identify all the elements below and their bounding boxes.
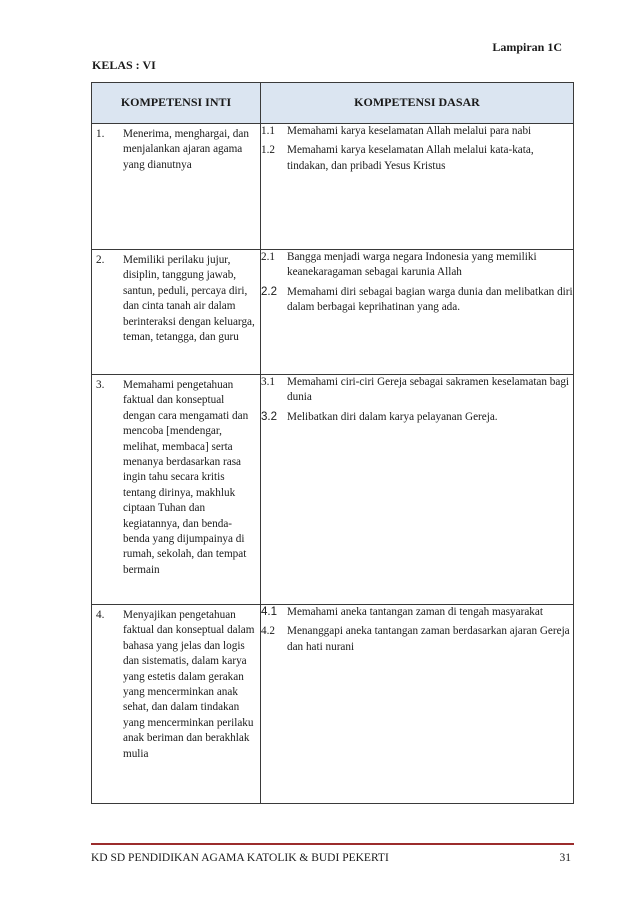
competency-table [91,82,574,804]
kd-item [261,143,573,174]
table-row [92,124,574,250]
kd-number: 3.1 [261,376,275,388]
kd-text: Memahami karya keselamatan Allah melalui kata-kata, tindakan, dan pribadi Yesus Kristus [287,144,534,172]
kd-item [261,624,573,655]
ki-cell [92,124,261,250]
page-number: 31 [559,852,571,864]
kd-text: Memahami ciri-ciri Gereja sebagai sakramen keselamatan bagi dunia [287,376,570,404]
ki-number: 3. [96,379,105,391]
kd-item [261,375,573,406]
ki-text: Menerima, menghargai, dan menjalankan ajaran agama yang dianutnya [123,128,249,171]
kd-number: 4.2 [261,625,275,638]
lampiran-label: Lampiran 1C [492,40,562,54]
ki-number: 4. [96,609,105,621]
ki-text: Memiliki perilaku jujur, disiplin, tanggung jawab, santun, peduli, percaya diri, dan cinta tanah air dalam berinteraksi dengan keluarga, teman, tetangga, dan guru [123,254,255,344]
kd-number: 1.2 [261,144,275,157]
kd-number: 4.1 [261,606,277,618]
footer-title: KD SD PENDIDIKAN AGAMA KATOLIK & BUDI PEKERTI [91,852,389,864]
kd-cell [261,375,574,605]
ki-cell [92,375,261,605]
kd-text: Menanggapi aneka tantangan zaman berdasarkan ajaran Gereja dan hati nurani [287,625,570,653]
ki-text: Memahami pengetahuan faktual dan konseptual dengan cara mengamati dan mencoba [mendengar, melihat, membaca] serta menanya berdasarkan rasa ingin tahu secara kritis tentang dirinya, makhluk ciptaan Tuhan dan kegiatannya, dan benda-benda yang dijumpainya di rumah, sekolah, dan tempat bermain [123,379,249,576]
ki-number: 1. [96,128,105,140]
kd-item [261,410,573,425]
table-row [92,605,574,804]
kd-number: 2.1 [261,251,275,263]
kelas-label: KELAS : VI [92,58,156,72]
footer-divider [91,843,574,845]
header-kompetensi-dasar: KOMPETENSI DASAR [261,83,574,124]
table-header-row [92,83,574,124]
kd-cell [261,124,574,250]
ki-cell [92,605,261,804]
table-row [92,250,574,375]
kd-text: Melibatkan diri dalam karya pelayanan Gereja. [287,410,498,423]
kd-text: Memahami aneka tantangan zaman di tengah masyarakat [287,606,543,618]
kd-item [261,250,573,281]
ki-number: 2. [96,254,105,266]
kd-item [261,605,573,620]
kd-item [261,285,573,316]
header-kompetensi-inti: KOMPETENSI INTI [92,83,261,124]
kd-text: Bangga menjadi warga negara Indonesia yang memiliki keanekaragaman sebagai karunia Allah [287,251,537,279]
kd-number: 2.2 [261,285,277,298]
ki-cell [92,250,261,375]
kd-cell [261,605,574,804]
kd-text: Memahami diri sebagai bagian warga dunia dan melibatkan diri dalam berbagai keprihatinan yang ada. [287,285,573,314]
kd-number: 1.1 [261,125,275,137]
ki-text: Menyajikan pengetahuan faktual dan konseptual dalam bahasa yang jelas dan logis dan sistematis, dalam karya yang estetis dalam gerakan yang mencerminkan anak sehat, dan dalam tindakan yang mencerminkan perilaku anak beriman dan berakhlak mulia [123,609,255,760]
kd-text: Memahami karya keselamatan Allah melalui para nabi [287,125,532,137]
kd-number: 3.2 [261,410,277,423]
kd-item [261,124,573,139]
table-row [92,375,574,605]
kd-cell [261,250,574,375]
